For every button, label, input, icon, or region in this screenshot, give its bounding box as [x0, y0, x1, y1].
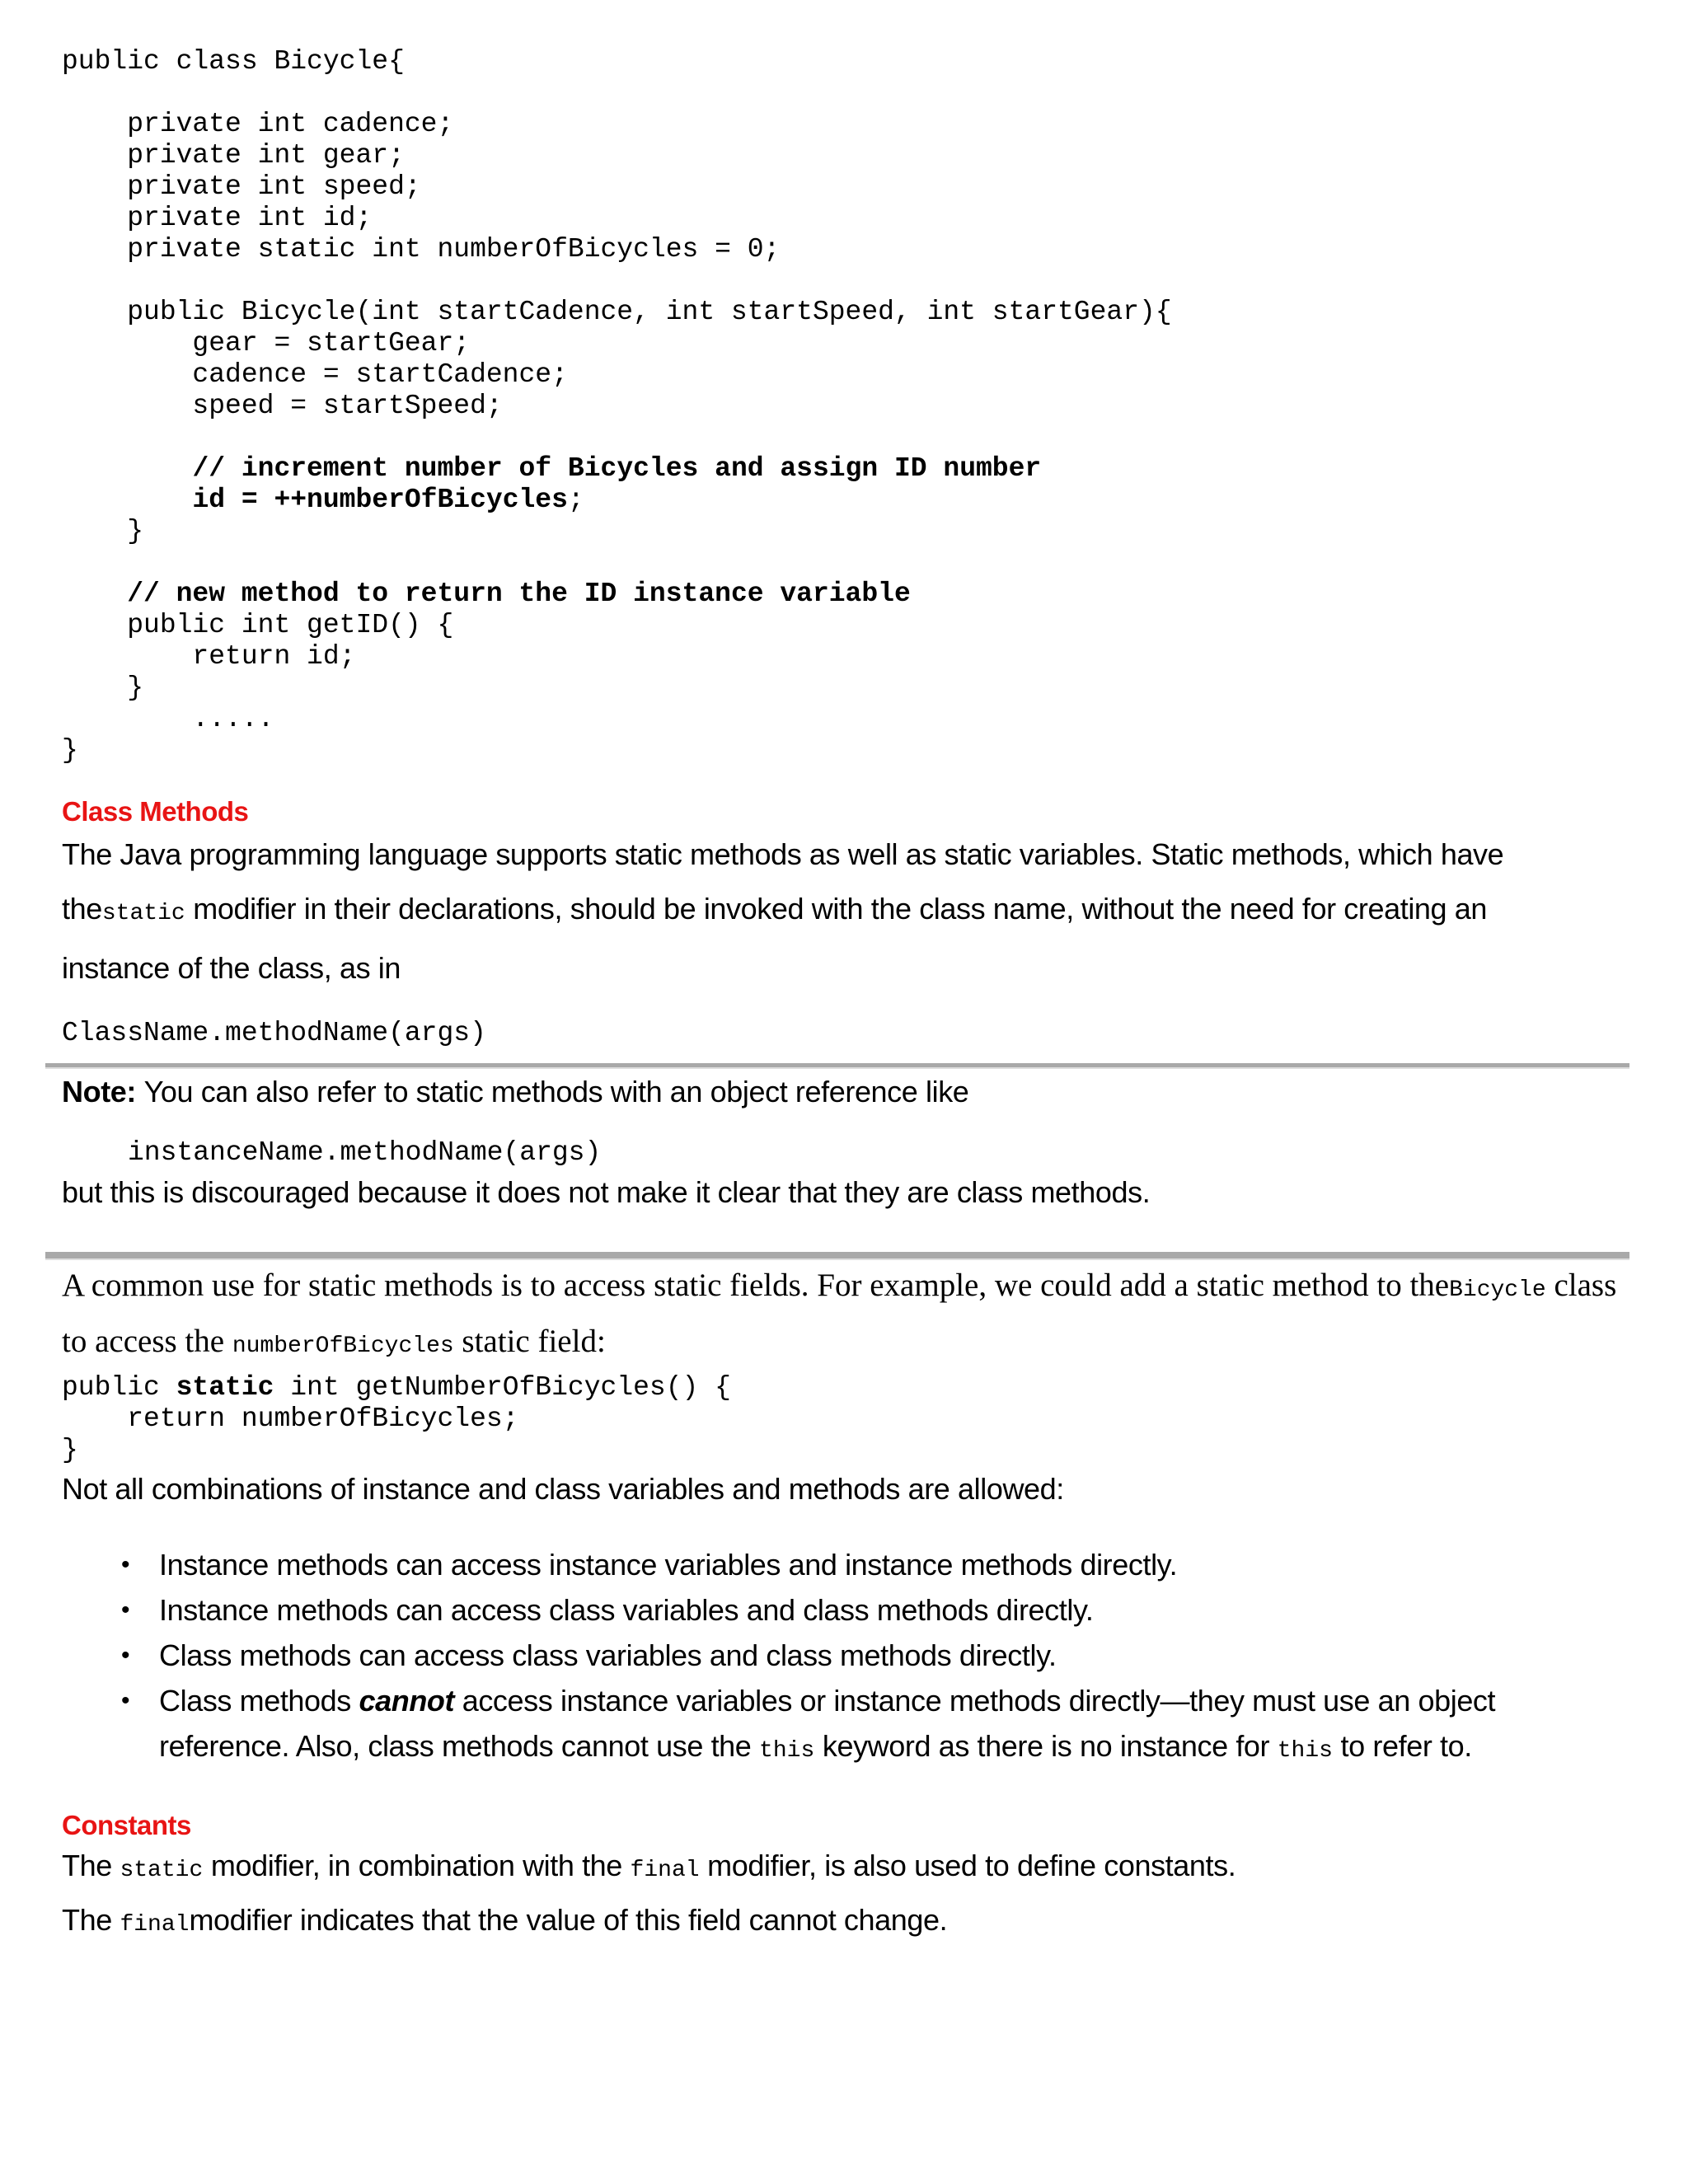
heading-class-methods: Class Methods — [62, 796, 249, 827]
bullet-list-rules — [62, 1542, 1639, 1774]
list-item-class-cannot: • Class methods cannot access instance variables or instance methods directly—they must use an object reference. Also, class methods cannot use the this keyword as there is no instance for this to refer to. — [159, 1678, 1519, 1774]
code-block-get-number-of-bicycles: public static int getNumberOfBicycles() { return numberOfBicycles; } — [62, 1372, 731, 1465]
para-common-use: A common use for static methods is to access static fields. For example, we could add a static method to theBicycle class to access the numberOfBicycles static field: — [62, 1268, 1617, 1359]
heading-constants: Constants — [62, 1810, 191, 1840]
para-note: Note: You can also refer to static methods with an object reference like — [62, 1075, 969, 1108]
list-item-class-class: • Class methods can access class variables and class methods directly. — [159, 1633, 1519, 1678]
list-item-instance-instance: • Instance methods can access instance variables and instance methods directly. — [159, 1542, 1519, 1587]
para-not-all-combinations: Not all combinations of instance and class variables and methods are allowed: — [62, 1472, 1064, 1506]
code-line-instancename-example: instanceName.methodName(args) — [128, 1137, 602, 1168]
divider-2 — [45, 1252, 1629, 1260]
para-static-methods-intro: The Java programming language supports static methods as well as static variables. Static methods, which have thestatic modifier in their declarations, should be invoked with the class name, without the need for creating an instance of the class, as in — [62, 837, 1504, 985]
para-constants-final: The finalmodifier indicates that the value of this field cannot change. — [62, 1903, 948, 1938]
divider-1 — [45, 1063, 1629, 1069]
para-constants-static-final: The static modifier, in combination with the final modifier, is also used to define constants. — [62, 1849, 1236, 1883]
code-block-bicycle-class: public class Bicycle{ private int cadence; private int gear; private int speed; private int id; private static int numberOfBicycles = 0; public Bicycle(int startCadence, int startSpeed, int startGear){ gear = startGear; cadence = startCadence; speed = startSpeed; // increment number of Bicycles and assign ID number id = ++numberOfBicycles; } // new method to return the ID instance variable public int getID() { return id; } ..... } — [62, 46, 1172, 766]
code-line-classname-example: ClassName.methodName(args) — [62, 1018, 486, 1048]
list-item-instance-class: • Instance methods can access class variables and class methods directly. — [159, 1587, 1519, 1633]
para-discouraged: but this is discouraged because it does not make it clear that they are class methods. — [62, 1175, 1151, 1209]
